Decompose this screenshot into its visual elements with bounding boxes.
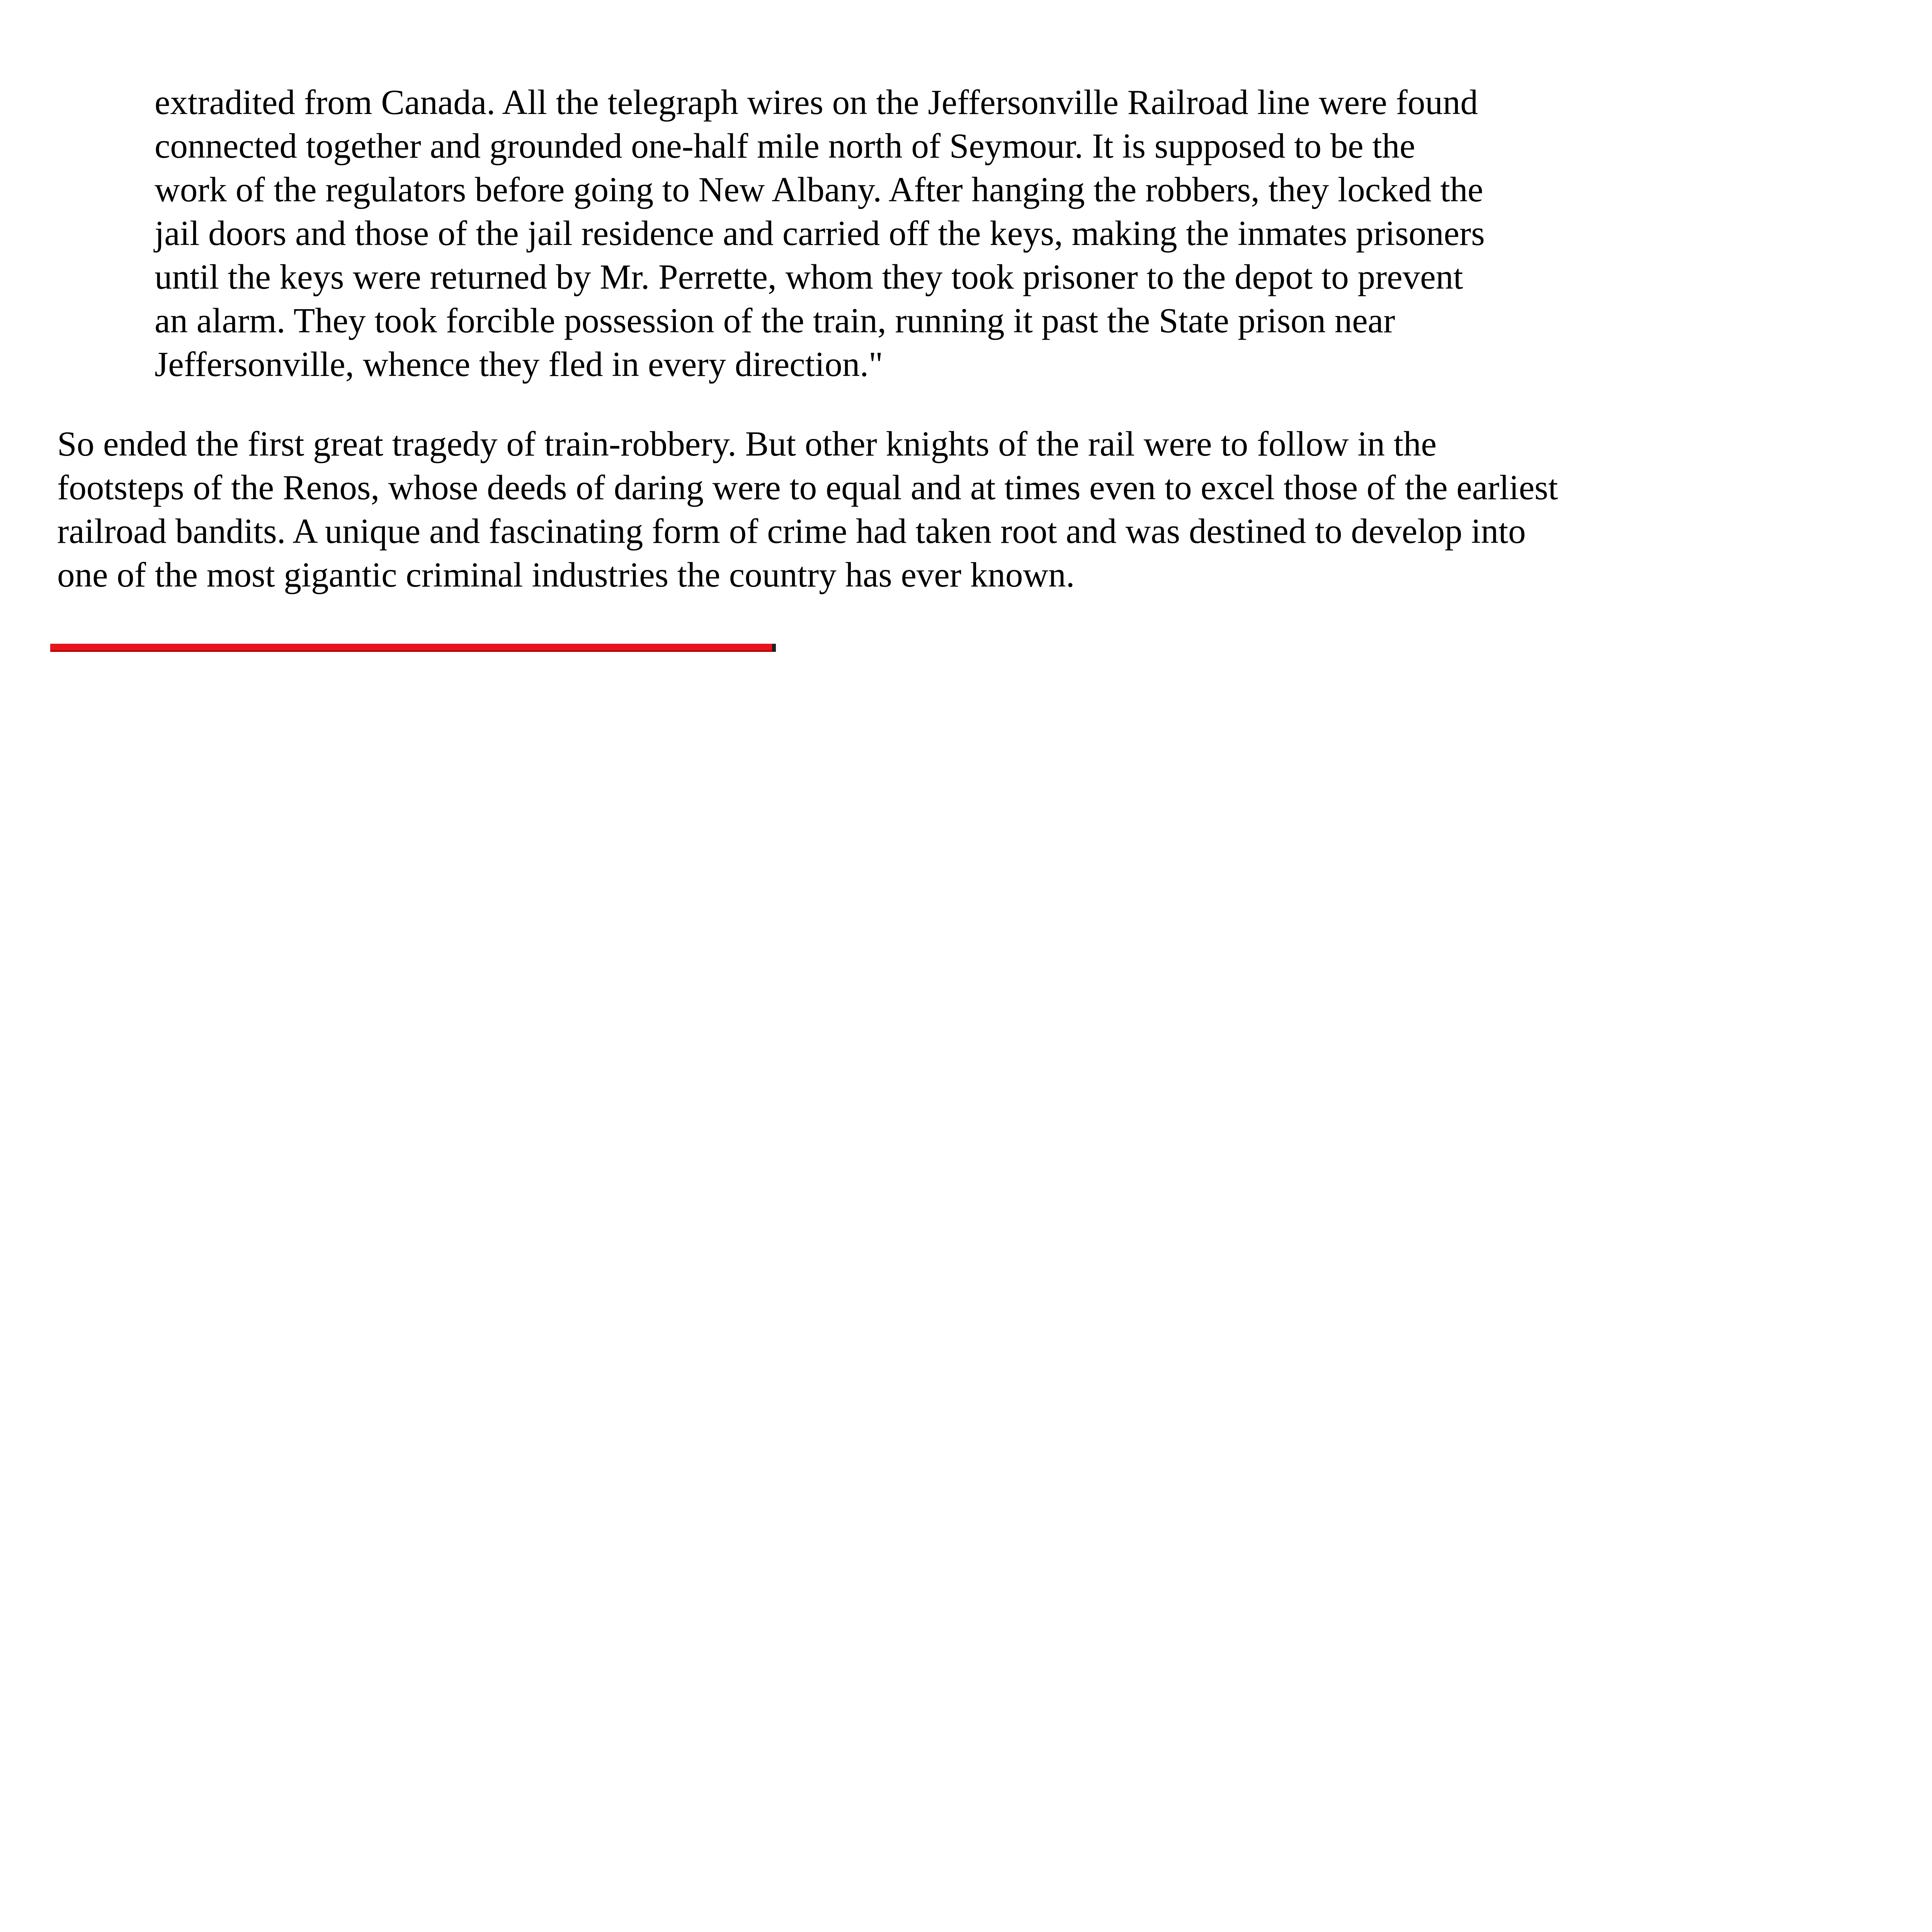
- quote-line: extradited from Canada. All the telegraph wires on the Jeffersonville Railroad line were found: [155, 83, 1478, 122]
- quote-line: until the keys were returned by Mr. Perrette, whom they took prisoner to the depot to prevent: [155, 257, 1463, 296]
- quote-line: Jeffersonville, whence they fled in every direction.": [155, 345, 883, 384]
- quote-line: work of the regulators before going to New Albany. After hanging the robbers, they locked the: [155, 170, 1483, 209]
- section-divider: [50, 644, 773, 652]
- body-paragraph: [57, 422, 1757, 597]
- divider-end-cap: [772, 644, 776, 652]
- quote-line: connected together and grounded one-half mile north of Seymour. It is supposed to be the: [155, 126, 1415, 165]
- quote-line: jail doors and those of the jail residence and carried off the keys, making the inmates prisoners: [155, 214, 1485, 253]
- paragraph-line: one of the most gigantic criminal industries the country has ever known.: [57, 555, 1075, 594]
- quote-line: an alarm. They took forcible possession of the train, running it past the State prison near: [155, 301, 1395, 340]
- paragraph-line: footsteps of the Renos, whose deeds of daring were to equal and at times even to excel those of the earliest: [57, 468, 1558, 507]
- quoted-passage: [155, 80, 1719, 386]
- paragraph-line: So ended the first great tragedy of train-robbery. But other knights of the rail were to follow in the: [57, 424, 1437, 463]
- paragraph-line: railroad bandits. A unique and fascinating form of crime had taken root and was destined to develop into: [57, 512, 1526, 551]
